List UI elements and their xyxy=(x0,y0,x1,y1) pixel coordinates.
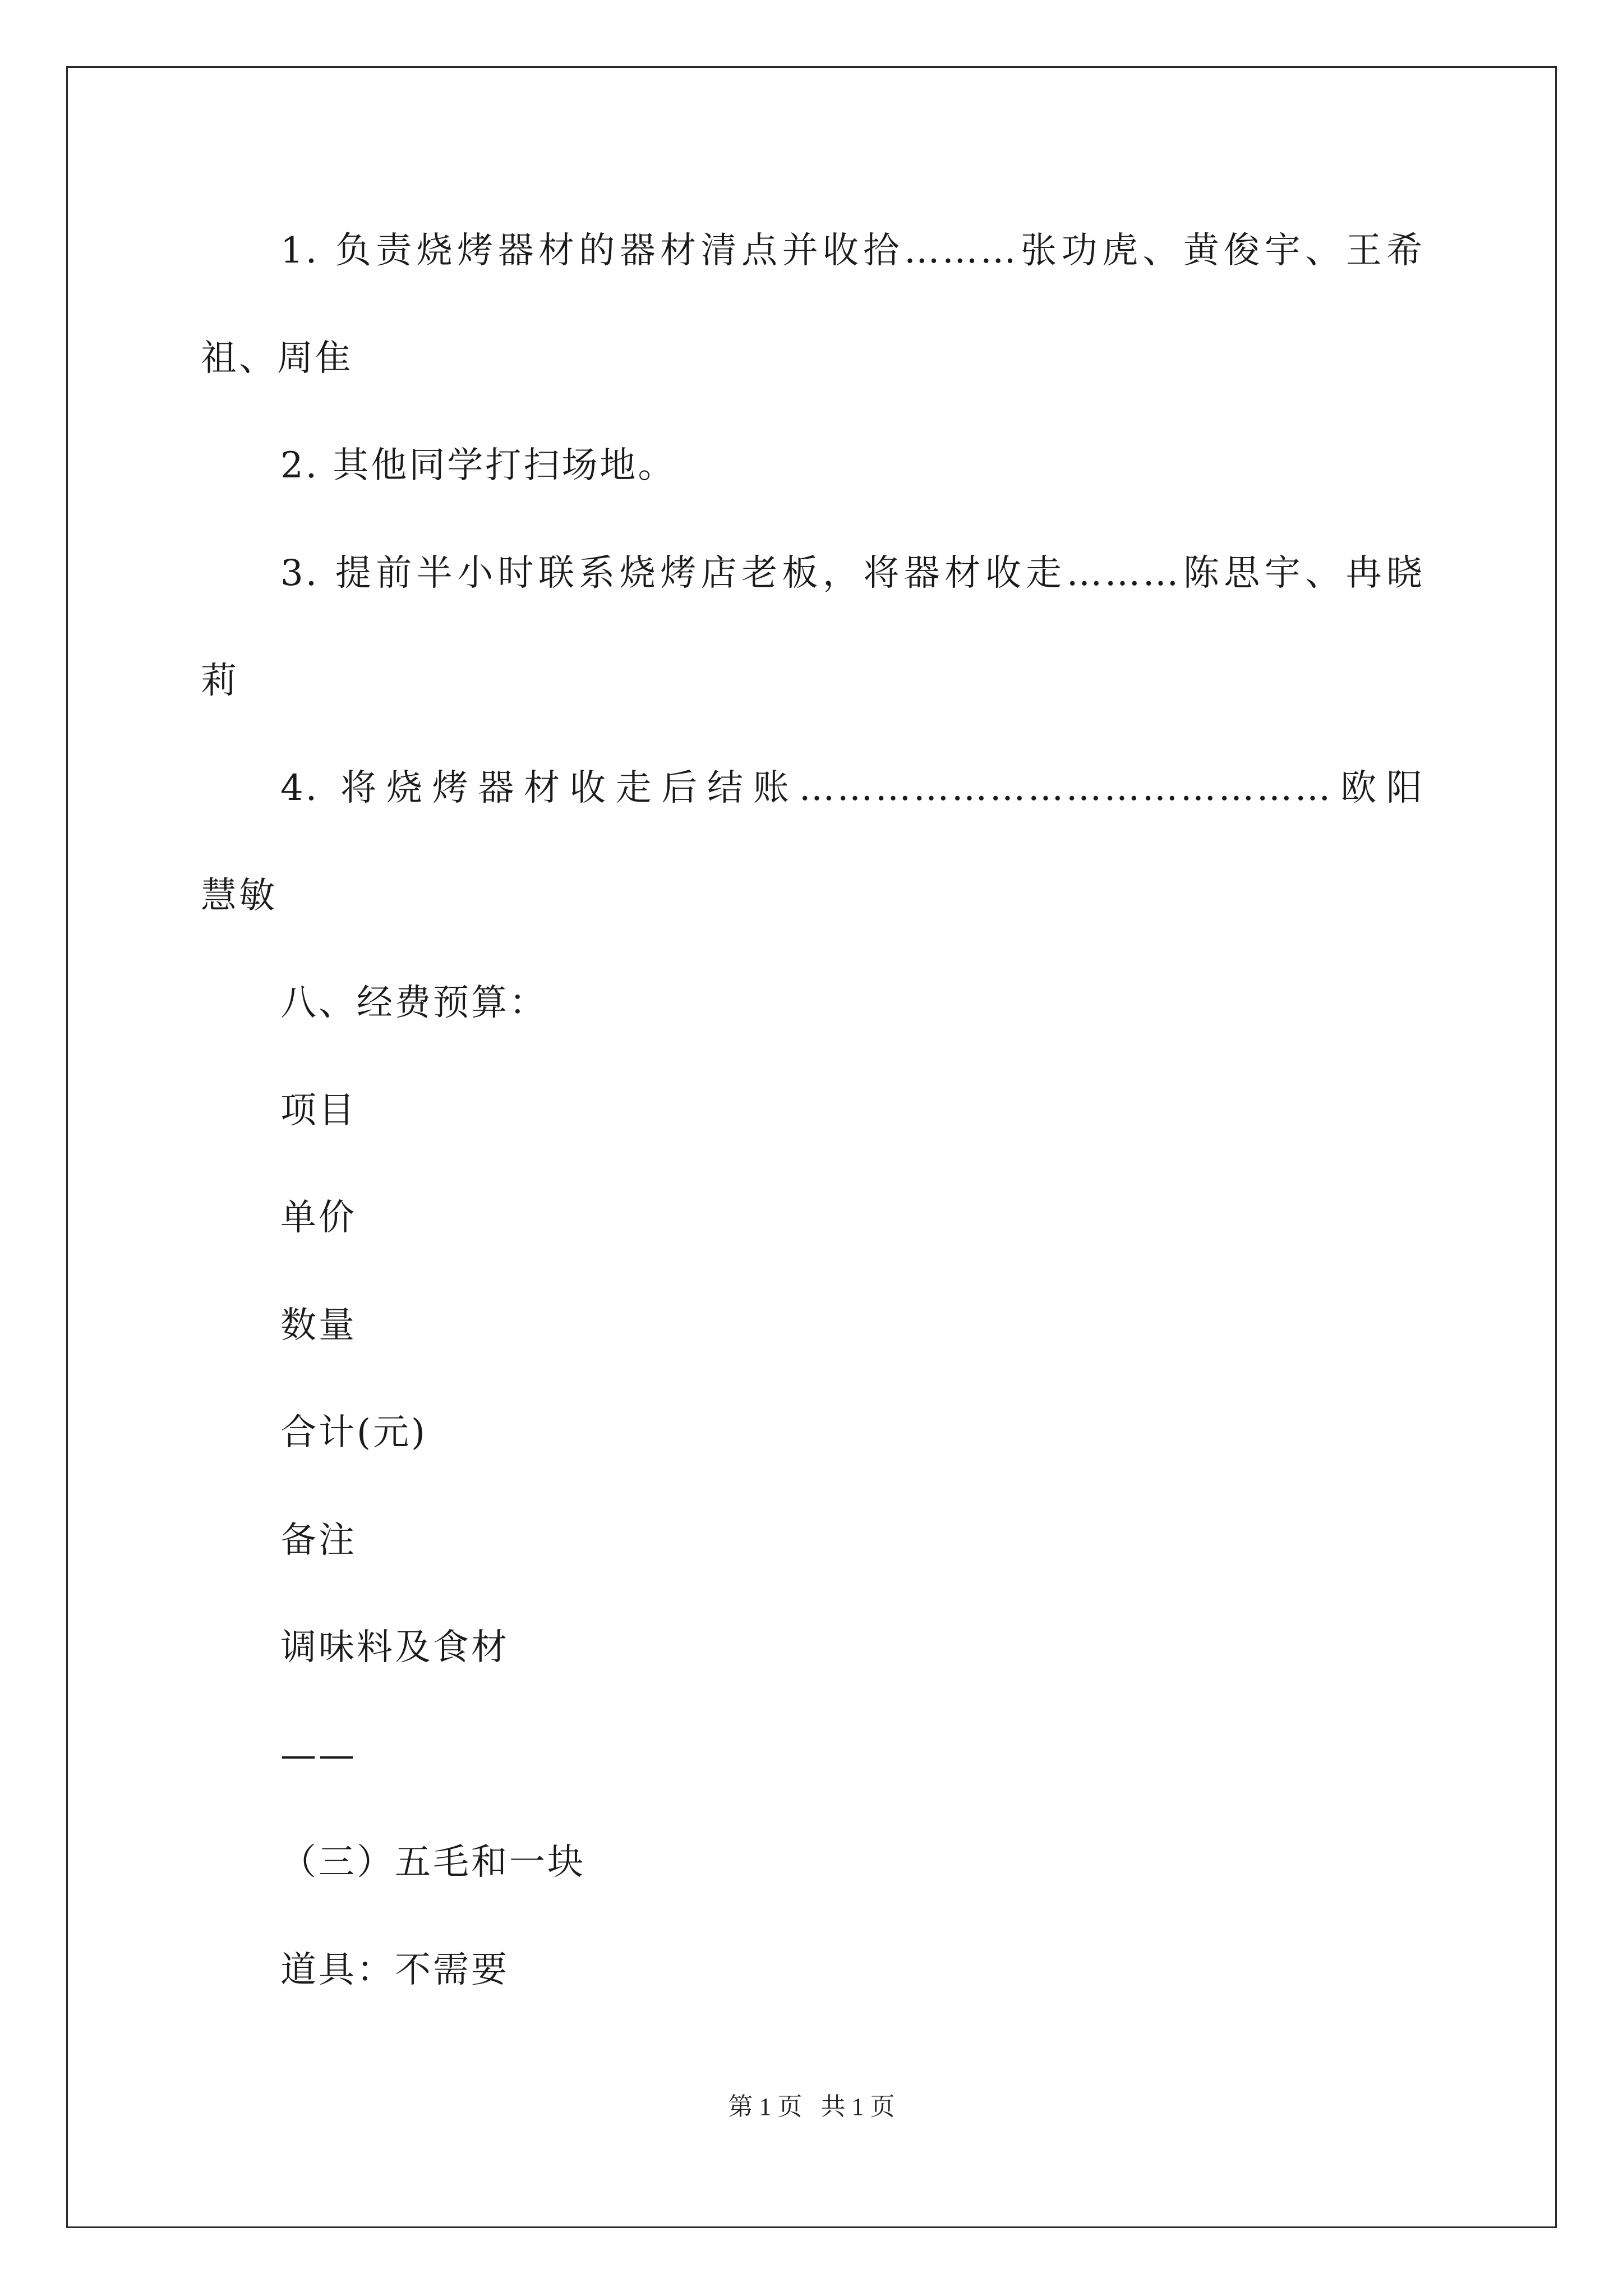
budget-item-total: 合计(元) xyxy=(280,1412,427,1453)
paragraph-4-line-2: 慧敏 xyxy=(201,875,277,917)
paragraph-3-line-1: 3. 提前半小时联系烧烤店老板，将器材收走………陈思宇、冉晓 xyxy=(280,553,1424,594)
budget-item-seasoning: 调味料及食材 xyxy=(280,1627,509,1668)
paragraph-1-line-2: 祖、周隹 xyxy=(201,338,353,379)
props-line: 道具：不需要 xyxy=(280,1949,509,1991)
page-border xyxy=(66,66,1557,2228)
paragraph-3-line-2: 莉 xyxy=(201,660,239,702)
budget-item-remarks: 备注 xyxy=(280,1520,357,1561)
page-footer: 第 1 页 共 1 页 xyxy=(728,2093,895,2120)
paragraph-2: 2. 其他同学打扫场地。 xyxy=(280,445,676,486)
paragraph-4-line-1: 4. 将烧烤器材收走后结账……………………………………欧阳 xyxy=(280,767,1424,809)
section-heading-budget: 八、经费预算： xyxy=(280,982,547,1024)
section-heading-three: （三）五毛和一块 xyxy=(280,1842,585,1883)
budget-item-dash: —— xyxy=(280,1734,357,1776)
paragraph-1-line-1: 1. 负责烧烤器材的器材清点并收拾………张功虎、黄俊宇、王希 xyxy=(280,230,1424,272)
budget-item-unit-price: 单价 xyxy=(280,1197,357,1239)
budget-item-quantity: 数量 xyxy=(280,1305,357,1346)
budget-item-project: 项目 xyxy=(280,1090,357,1131)
